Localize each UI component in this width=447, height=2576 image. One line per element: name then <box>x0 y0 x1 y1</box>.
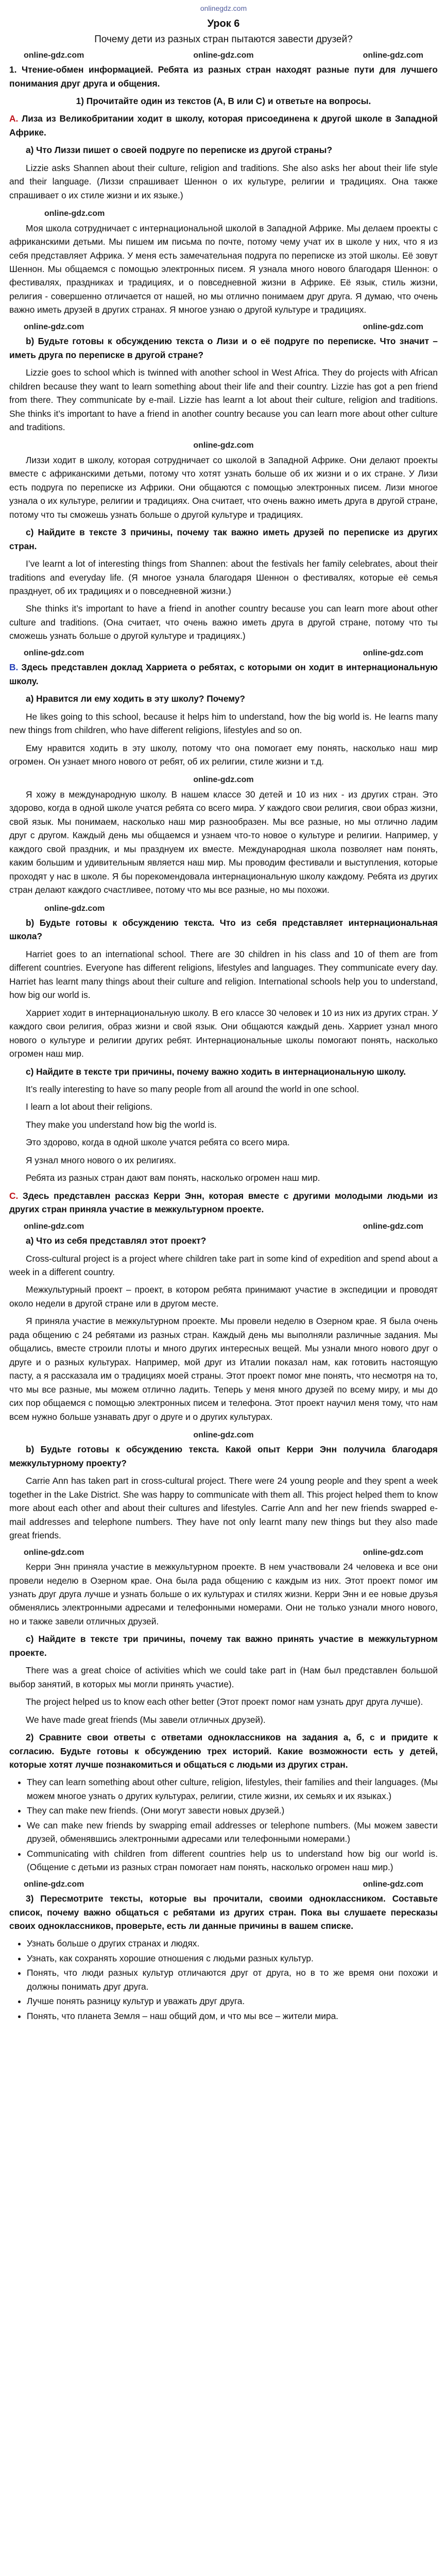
text-b-question-a: a) Нравится ли ему ходить в эту школу? Почему? <box>26 693 245 704</box>
text-a-question-c: c) Найдите в тексте 3 причины, почему так важно иметь друзей по переписке из других стран. <box>9 527 438 551</box>
text-a-reason-2: She thinks it’s important to have a friend in another country because you can learn more about other culture and traditions. (Она считает, что очень важно иметь друга в другой стране, потому что ты сможешь узнать больше о другой культуре и традициях.) <box>9 603 438 641</box>
text-c-reason-1: There was a great choice of activities which we could take part in (Нам был представлен большой выбор занятий, в которых мы могли принять участие). <box>9 1665 438 1689</box>
text-a-answer-en: Lizzie asks Shannen about their culture, religion and traditions. She also asks her about their life style and their language. (Лиззи спрашивает Шеннон о их культуре, религии и традициях. Она также спрашивает о их стиле жизни и их языке.) <box>9 162 438 200</box>
text-c-question-b: b) Будьте готовы к обсуждению текста. Какой опыт Керри Энн получила благодаря межкультурному проекту? <box>9 1444 438 1468</box>
watermark: online-gdz.com <box>44 904 105 913</box>
watermark-row <box>20 321 427 333</box>
text-a-question-b: b) Будьте готовы к обсуждению текста о Лизи и о её подруге по переписке. Что значит – иметь друга по переписке в другой стране? <box>9 336 438 360</box>
watermark: online-gdz.com <box>363 648 423 657</box>
watermark: online-gdz.com <box>24 322 84 331</box>
watermark: online-gdz.com <box>193 775 254 785</box>
watermark-row <box>20 647 427 659</box>
text-a-reason-1: I’ve learnt a lot of interesting things from Shannen: about the festivals her family celebrates, about their traditions and everyday life. (Я многое узнала благодаря Шеннон о фестивалях, которые её семья празднует, об их традициях и о повседневной жизни.) <box>9 558 438 597</box>
text-c-summary-ru: Керри Энн приняла участие в межкультурном проекте. В нем участвовали 24 человека и все они провели неделю в Озерном крае. Она была рада общению с каждым из них. Этот проект помог им узнать друг друга лучше и узнать больше о их культурах и стилях жизни. Керри Энн и ее новые друзья обменялись электронными адресами и телефонными номерами. Они не только узнали много нового, но и также завели отличных друзей. <box>9 1562 438 1626</box>
list-item: • Понять, что люди разных культур отличаются друг от друга, но в то же время они похожи и должны понимать друг друга. <box>27 1966 438 1993</box>
text-c-letter: С. <box>9 1190 19 1201</box>
text-a-summary-en: Lizzie goes to school which is twinned with another school in West Africa. They do projects with African children because they want to learn something about their life and their country. Lizzie has got a pen friend from there. They communicate by e-mail. Lizzie has learnt a lot about their culture, religion and traditions. She thinks it’s important to have a friend in another country because you can learn more about other culture and traditions. <box>9 367 438 433</box>
lesson-title: Урок 6 <box>207 18 240 30</box>
watermark: online-gdz.com <box>363 50 423 60</box>
task-2: 2) Сравните свои ответы с ответами одноклассников на задания а, б, с и придите к согласию. Будьте готовы к обсуждению трех историй. Какие возможности есть у детей, которые хотят лучше познакомиться и общаться с людьми из других стран. <box>9 1732 438 1770</box>
lesson-subtitle: Почему дети из разных стран пытаются завести друзей? <box>94 34 353 45</box>
list-item: • They can learn something about other culture, religion, lifestyles, their families and their languages. (Мы можем многое узнать о других культурах, религии, стиле жизни, их семьях и их языках.) <box>27 1775 438 1803</box>
text-a-translation: Моя школа сотрудничает с интернациональной школой в Западной Африке. Мы делаем проекты с африканскими детьми. Мы пишем им письма по почте, потому чему учат их в школе у них, что я из себя представляет Африка. У меня есть замечательная подруга по переписке из этой школы. Её зовут Шеннон. Мы общаемся с помощью электронных писем. Я узнала много нового благодаря Шеннон: о фестивалях, праздниках и традициях, и о повседневной жизни в Африке. Её язык, стиль жизни, религия - совершенно отличается от нашей, но мы отлично понимаем друг друга. Я думаю, что очень важно иметь друзей в других странах. Я многое узнаю о другой культуре и традициях. <box>9 223 438 315</box>
list-item: • Лучше понять разницу культур и уважать друг друга. <box>27 1994 438 2008</box>
text-b-translation: Я хожу в международную школу. В нашем классе 30 детей и 10 из них - из других стран. Это здорово, когда в одной школе учатся ребята со всего мира. У каждого свои религия, свои образ жизни, свой язык. Мы понимаем, насколько наш мир разнообразен. Мы все разные, но мы отлично ладим друг с другом. Каждый день мы общаемся и узнаем что-то новое о культуре и религии. Например, у каждого свой праздник, и мы празднуем их вместе. Международная школа позволяет нам понять, каким большим и удивительным является наш мир. Мы проводим фестивали и выступления, которые проходят у нас в школе. Я бы порекомендовала интернациональную школу каждому. Ребята из других стран делают каждого счастливее, потому что мы все разные, но мы похожи. <box>9 789 438 895</box>
text-b-title: Здесь представлен доклад Харриета о ребятах, с которыми он ходит в интернациональную школу. <box>9 662 438 686</box>
text-a-summary-ru: Лиззи ходит в школу, которая сотрудничает со школой в Западной Африке. Они делают проекты вместе с африканскими детьми, потому что хотят узнать больше об их жизни и о их стране. У Лизи есть подруга по переписке из Африки. Они общаются с помощью электронных писем. Лизи многое узнала о их культуре, религии и традициях. Она считает, что очень важно иметь друга в другой стране, потому что ты сможешь узнать больше о другой культуре и традициях. <box>9 454 438 520</box>
task-3-list <box>9 1937 438 2023</box>
watermark-row <box>20 1547 427 1559</box>
text-b-question-b: b) Будьте готовы к обсуждению текста. Что из себя представляет интернациональная школа? <box>9 918 438 942</box>
site-header: onlinegdz.com <box>200 4 247 12</box>
watermark: online-gdz.com <box>24 50 84 60</box>
watermark-row <box>20 1878 427 1891</box>
text-b-reason-1: It’s really interesting to have so many people from all around the world in one school. <box>26 1084 359 1095</box>
watermark: online-gdz.com <box>363 322 423 331</box>
watermark-row <box>20 1221 427 1233</box>
text-c-heading <box>9 1189 438 1216</box>
watermark: online-gdz.com <box>363 1879 423 1889</box>
watermark: online-gdz.com <box>24 1222 84 1231</box>
text-c-answer-ru: Межкультурный проект – проект, в котором ребята принимают участие в экспедиции и проводят около недели в другой стране или в другом месте. <box>9 1284 438 1309</box>
text-c-translation: Я приняла участие в межкультурном проекте. Мы провели неделю в Озерном крае. Я была очень рада общению с 24 ребятами из разных стран. Каждый день мы выполняли различные задания. Мы общались, вместе строили плоты и много других интересных вещей. Мы узнали много нового друг о друге и о разных культурах. Например, мой друг из Италии показал нам, как готовить настоящую пасту, а я рассказала им о традициях моей страны. Этот проект помог мне понять, что несмотря на то, что мы все разные, мы можем отлично ладить. Теперь у меня много друзей по всему миру, и мы до сих пор общаемся с помощью электронных писем и телефона. Этот проект научил меня тому, что нам всем нужно больше узнавать друг о друге и о других культурах. <box>9 1316 438 1422</box>
watermark: online-gdz.com <box>193 1431 254 1439</box>
text-a-title: Лиза из Великобритании ходит в школу, которая присоединена к другой школе в Западной Африке. <box>9 113 438 138</box>
text-a-heading <box>9 112 438 139</box>
watermark: online-gdz.com <box>363 1222 423 1231</box>
watermark: online-gdz.com <box>44 209 105 218</box>
task-1: 1) Прочитайте один из текстов (А, В или С) и ответьте на вопросы. <box>76 96 371 107</box>
list-item: • Узнать, как сохранять хорошие отношения с людьми разных культур. <box>27 1952 438 1965</box>
list-item: • We can make new friends by swapping email addresses or telephone numbers. (Мы можем завести друзей, обменявшись электронными адресами или телефонными номерами.) <box>27 1819 438 1846</box>
text-b-question-c: c) Найдите в тексте три причины, почему важно ходить в интернациональную школу. <box>26 1066 406 1077</box>
text-b-answer-en: He likes going to this school, because it helps him to understand, how the big world is. He learns many new things from children, who have different religions, lifestyles and so on. <box>9 711 438 736</box>
text-b-letter: В. <box>9 662 19 673</box>
watermark-row <box>20 49 427 62</box>
text-b-reason-3: They make you understand how big the world is. <box>26 1119 217 1130</box>
text-c-summary-en: Carrie Ann has taken part in cross-cultural project. There were 24 young people and they spent a week together in the Lake District. She was happy to communicate with them all. This project helped them to know more about each other and about their cultures and lifestyles. Carrie Ann and her new friends swapped e-mail addresses and telephone numbers. They have not only learnt many new things but they also made great friends. <box>9 1476 438 1541</box>
text-c-reason-2: The project helped us to know each other better (Этот проект помог нам узнать друг друга лучше). <box>26 1697 423 1707</box>
task-3: 3) Пересмотрите тексты, которые вы прочитали, своими одноклассником. Составьте список, почему важно общаться с ребятами из других стран. Пока вы слушаете пересказы своих одноклассников, проверьте, есть ли данные причины в вашем списке. <box>9 1893 438 1931</box>
watermark: online-gdz.com <box>24 648 84 657</box>
list-item: • Communicating with children from different countries help us to understand how big our world is. (Общение с детьми из разных стран помогает нам понять, насколько огромен наш мир.) <box>27 1847 438 1874</box>
text-b-answer-ru: Ему нравится ходить в эту школу, потому что она помогает ему понять, насколько наш мир огромен. Он узнает много нового от ребят, об их религии, стиле жизни и т.д. <box>9 742 438 767</box>
text-a-letter: А. <box>9 113 19 124</box>
text-c-question-c: c) Найдите в тексте три причины, почему так важно принять участие в межкультурном проекте. <box>9 1634 438 1658</box>
text-c-reason-3: We have made great friends (Мы завели отличных друзей). <box>26 1714 266 1725</box>
watermark: online-gdz.com <box>363 1548 423 1557</box>
text-b-reason-2: I learn a lot about their religions. <box>26 1101 152 1112</box>
watermark: online-gdz.com <box>193 50 254 60</box>
text-b-heading <box>9 660 438 688</box>
watermark: online-gdz.com <box>24 1879 84 1889</box>
text-c-question-a: a) Что из себя представлял этот проект? <box>26 1235 207 1246</box>
text-b-reason-1-ru: Это здорово, когда в одной школе учатся ребята со всего мира. <box>26 1137 290 1148</box>
text-b-reason-2-ru: Я узнал много нового о их религиях. <box>26 1155 176 1165</box>
text-c-title: Здесь представлен рассказ Керри Энн, которая вместе с другими молодыми людьми из других стран приняла участие в межкультурном проекте. <box>9 1190 438 1215</box>
task-2-list <box>9 1775 438 1874</box>
watermark: online-gdz.com <box>24 1548 84 1557</box>
list-item: • They can make new friends. (Они могут завести новых друзей.) <box>27 1804 438 1817</box>
text-a-question-a: a) Что Лиззи пишет о своей подруге по переписке из другой страны? <box>26 145 332 156</box>
text-b-summary-en: Harriet goes to an international school. There are 30 children in his class and 10 of them are from different countries. Everyone has different religions, lifestyles and languages. They communicate every day. Harriet has learnt many things about their culture and religion. International schools help you to understand, how big our world is. <box>9 948 438 1001</box>
list-item: • Узнать больше о других странах и людях. <box>27 1937 438 1950</box>
watermark: online-gdz.com <box>193 441 254 450</box>
list-item: • Понять, что планета Земля – наш общий дом, и что мы все – жители мира. <box>27 2009 438 2023</box>
exercise-1-title: 1. Чтение-обмен информацией. Ребята из разных стран находят разные пути для лучшего понимания друг друга и общения. <box>9 64 438 89</box>
text-b-summary-ru: Харриет ходит в интернациональную школу. В его классе 30 человек и 10 из них из других стран. У каждого свои религия, образ жизни и свой язык. Они общаются каждый день. Харриет узнал много нового о культуре и религии других ребят. Интернациональные школы помогают понять, насколько огромен наш мир. <box>9 1007 438 1059</box>
text-b-reason-3-ru: Ребята из разных стран дают вам понять, насколько огромен наш мир. <box>26 1173 320 1183</box>
text-c-answer-en: Cross-cultural project is a project where children take part in some kind of expedition and spend about a week in a different country. <box>9 1253 438 1278</box>
